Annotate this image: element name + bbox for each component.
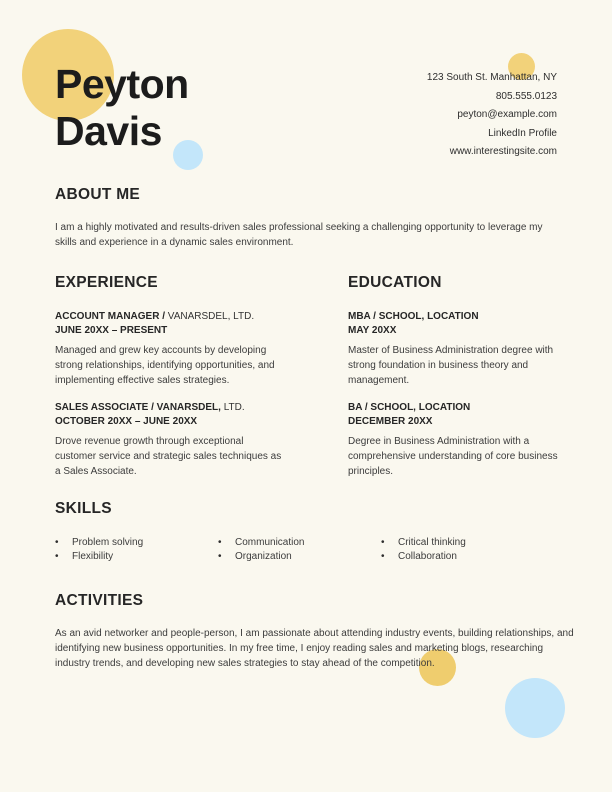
bullet-icon: • — [381, 551, 385, 562]
bullet-icon: • — [218, 551, 222, 562]
section-education — [348, 274, 566, 492]
about-text: I am a highly motivated and results-driven sales professional seeking a challenging opportunity to leverage my skills and experience in a dynamic sales environment. — [55, 222, 543, 248]
contact-linkedin: LinkedIn Profile — [488, 127, 557, 139]
bullet-icon: • — [55, 551, 59, 562]
activities-heading: ACTIVITIES — [55, 592, 144, 609]
job-dates: JUNE 20XX – PRESENT — [55, 324, 168, 336]
degree-title-text: MBA / SCHOOL, LOCATION — [348, 311, 479, 322]
skills-column — [55, 536, 218, 564]
skill-label: Flexibility — [72, 551, 114, 562]
skill-item — [381, 550, 544, 564]
education-entries — [348, 310, 566, 479]
contact-website: www.interestingsite.com — [449, 146, 557, 157]
job-description: Drove revenue growth through exceptional customer service and strategic sales techniques as a Sales Associate. — [55, 436, 282, 477]
skills-heading: SKILLS — [55, 500, 112, 517]
section-activities — [55, 592, 577, 671]
job-dates: OCTOBER 20XX – JUNE 20XX — [55, 415, 198, 427]
degree-title — [348, 310, 566, 324]
skills-columns — [55, 536, 544, 564]
section-skills — [55, 500, 544, 564]
person-first-name: Peyton — [55, 61, 189, 107]
job-title-role: SALES ASSOCIATE / VANARSDEL, — [55, 402, 221, 413]
section-about — [55, 186, 577, 250]
section-experience — [55, 274, 312, 492]
job-title-company: VANARSDEL, LTD. — [165, 311, 255, 322]
degree-title-text: BA / SCHOOL, LOCATION — [348, 402, 471, 413]
bullet-icon: • — [55, 537, 59, 548]
skill-label: Critical thinking — [398, 537, 466, 548]
contact-phone: 805.555.0123 — [495, 90, 557, 102]
degree-dates: MAY 20XX — [348, 324, 397, 336]
skill-label: Problem solving — [72, 537, 144, 548]
degree-title — [348, 401, 566, 415]
job-title — [55, 401, 312, 415]
degree-description: Degree in Business Administration with a comprehensive understanding of core business principles. — [348, 436, 558, 477]
activities-text: As an avid networker and people-person, I am passionate about attending industry events, building relationships, and identifying new business opportunities. In my free time, I enjoy reading sales and marketing blogs, researching industry trends, and developing new sales strategies to stay ahead of the competition. — [55, 628, 574, 669]
skill-item — [218, 550, 381, 564]
bullet-icon: • — [381, 537, 385, 548]
skill-label: Communication — [235, 537, 305, 548]
person-last-name: Davis — [55, 108, 162, 154]
decorative-circle-blue-bottom — [505, 678, 565, 738]
job-title-role: ACCOUNT MANAGER / — [55, 311, 165, 322]
skill-label: Collaboration — [398, 551, 457, 562]
experience-education-row — [55, 274, 566, 492]
skill-item — [55, 550, 218, 564]
skill-item — [55, 536, 218, 550]
skill-item — [381, 536, 544, 550]
person-name — [55, 61, 189, 155]
bullet-icon: • — [218, 537, 222, 548]
contact-block — [427, 69, 557, 162]
contact-address: 123 South St. Manhattan, NY — [426, 72, 557, 83]
job-title — [55, 310, 312, 324]
education-entry — [348, 310, 566, 388]
contact-email: peyton@example.com — [457, 109, 557, 120]
skill-item — [218, 536, 381, 550]
skills-column — [218, 536, 381, 564]
about-heading: ABOUT ME — [55, 186, 141, 203]
experience-entry — [55, 401, 312, 479]
experience-entry — [55, 310, 312, 388]
experience-entries — [55, 310, 312, 479]
degree-description: Master of Business Administration degree with strong foundation in business theory and management. — [348, 345, 554, 386]
skill-label: Organization — [235, 551, 292, 562]
job-title-company: LTD. — [220, 402, 245, 413]
job-description: Managed and grew key accounts by developing strong relationships, identifying opportunities, and implementing effective sales strategies. — [55, 345, 275, 386]
experience-heading: EXPERIENCE — [55, 274, 158, 291]
education-entry — [348, 401, 566, 479]
degree-dates: DECEMBER 20XX — [348, 415, 433, 427]
skills-column — [381, 536, 544, 564]
education-heading: EDUCATION — [348, 274, 442, 291]
